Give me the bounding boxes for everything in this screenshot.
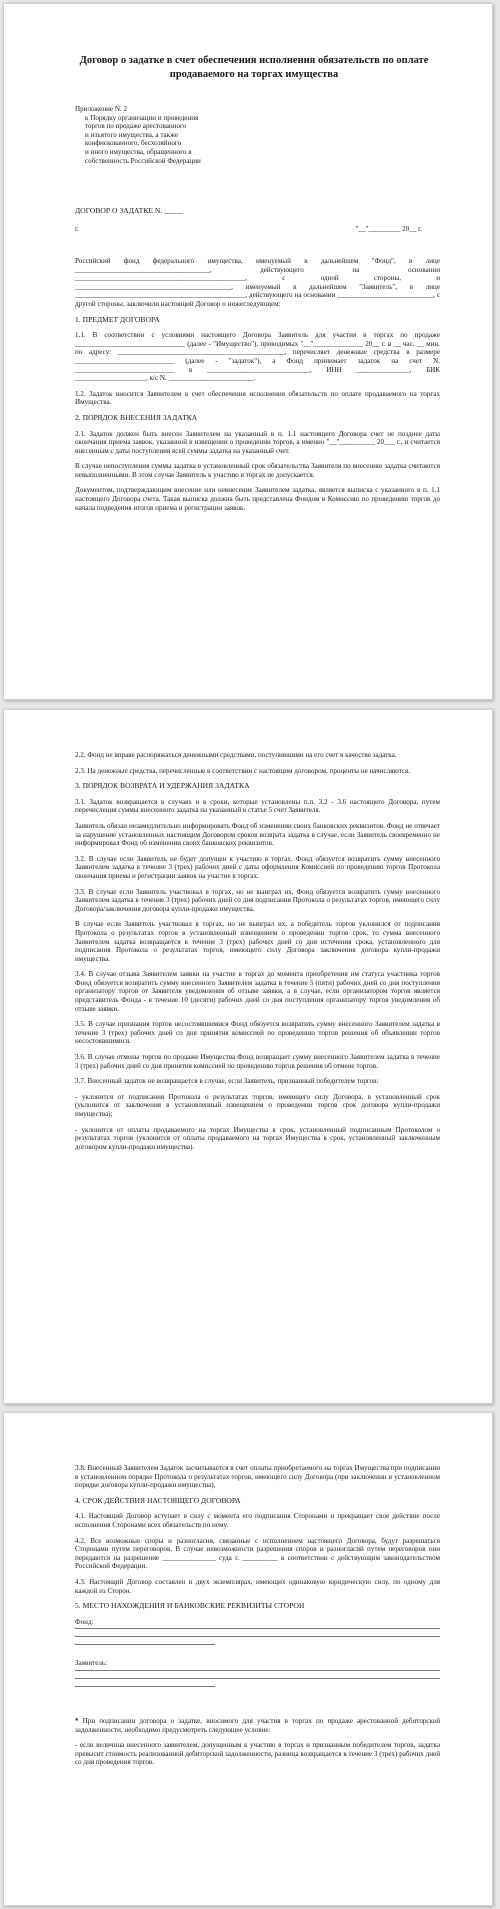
clause-list-item: - уклонится от подписания Протокола о результатах торгов, имеющего силу Договора, в установленный срок (уклонится от заключения в установленный извещением о проведении торгов срок договора купли-продажи имущества); [75, 1092, 440, 1118]
clause-list-item: - уклонится от оплаты продаваемого на торгах Имущества в срок, установленный подписанным Протоколом о результатах торгов (уклонится от оплаты продаваемого на торгах Имущества в срок, установленный заключенным договором купли-продажи имущества). [75, 1125, 440, 1151]
section-heading: 1. ПРЕДМЕТ ДОГОВОРА [75, 314, 160, 324]
clause-paragraph: 3.3. В случае если Заявитель участвовал в торгах, но не выиграл их, Фонд обязуется возвратить сумму внесенного Заявителем задатка в течение 3 (трех) рабочих дней со дня подписания Протокола о результатах торгов, имеющего силу Договора/заключения договора купли-продажи имущества. [75, 887, 440, 913]
signature-line [75, 1670, 440, 1671]
page-1-body [75, 257, 440, 519]
document-page-2 [3, 709, 493, 1404]
appendix-line: собственность Российской Федерации [85, 156, 201, 165]
clause-paragraph: 1.2. Задаток вносится Заявителем в счет обеспечения исполнения обязательств по оплате продаваемого на торгах Имущества. [75, 389, 440, 407]
signature-line [75, 1644, 215, 1645]
section-heading: 3. ПОРЯДОК ВОЗВРАТА И УДЕРЖАНИЯ ЗАДАТКА [75, 781, 250, 791]
signature-line [75, 1678, 440, 1679]
appendix-block [75, 105, 325, 165]
contract-number: ДОГОВОР О ЗАДАТКЕ N. _____ [75, 206, 184, 215]
appendix-number: Приложение N. 2 [75, 105, 128, 113]
clause-paragraph: 3.6. В случае отмены торгов по продаже Имущества Фонд возвращает сумму внесенного Заявителем задатка в течение 3 (трех) рабочих дней со дня принятия комиссией по проведению торгов решения об отмене торгов. [75, 1053, 440, 1070]
document-page-3 [3, 1412, 493, 1906]
fund-label: Фонд: [75, 1617, 94, 1626]
page-2-body [75, 751, 440, 1158]
footnote-marker: * [75, 1716, 79, 1725]
clause-paragraph: Заявитель обязан незамедлительно информировать Фонд об изменении своих банковских реквизитов. Фонд не отвечает за нарушение установленных настоящим Договором сроков возврата задатка в случае, если Заявитель своевременно не информировал Фонд об изменении своих банковских реквизитов. [75, 821, 440, 848]
clause-paragraph: 3.7. Внесенный задаток не возвращается в случае, если Заявитель, признанный победителем торгов: [75, 1077, 379, 1086]
clause-paragraph: В случае непоступления суммы задатка в установленный срок обязательства Заявителя по внесению задатка считаются невыполненными. В этом случае Заявитель к участию в торгах не допускается. [75, 462, 440, 479]
clause-paragraph: 2.3. На денежные средства, перечисленные в соответствии с настоящим договором, проценты не начисляются. [75, 766, 411, 775]
section-heading: 5. МЕСТО НАХОЖДЕНИЯ И БАНКОВСКИЕ РЕКВИЗИТЫ СТОРОН [75, 1601, 305, 1611]
clause-paragraph: 3.4. В случае отзыва Заявителем заявки на участие в торгах до момента приобретения им статуса участника торгов Фонд обязуется возвратить сумму внесенного Заявителем задатка в течение 5 (пяти) рабочих дней со дня поступления организатору торгов от Заявителя уведомления об отзыве заявки, а в случае, если организатором торгов является представитель Фонда - в течение 10 (десяти) рабочих дней со дня поступления организатору торгов уведомления об отзыве заявки. [75, 970, 440, 1013]
signature-line [75, 1628, 440, 1629]
preamble-paragraph: Российский фонд федерального имущества, именуемый в дальнейшем "Фонд", в лице ______________________________________, действующего на основании ________________________________________________, с одной стороны, и ____________________________________________, именуемый в дальнейшем "Заявитель", в лице ________________________________________________, действующего на основании ___________________________, с другой стороны, заключили настоящий Договор о нижеследующем: [75, 257, 440, 308]
clause-paragraph: 2.2. Фонд не вправе распоряжаться денежными средствами, поступившими на его счет в качестве задатка. [75, 751, 397, 759]
appendix-line: торгов по продаже арестованного [85, 122, 187, 131]
clause-paragraph: 2.1. Задаток должен быть внесен Заявителем на указанный в п. 1.1 настоящего Договора счет не позднее даты окончания приема заявок, указанной в извещении о проведении торгов, а именно "__"__________ 20___ г., и считается внесенным с даты поступления всей суммы задатка на указанный счет. [75, 429, 440, 455]
contract-date: "__"_________ 20__ г. [355, 225, 422, 233]
document-title: Договор о задатке в счет обеспечения исполнения обязательств по оплате продаваемого на торгах имущества [79, 55, 429, 80]
section-heading: 2. ПОРЯДОК ВНЕСЕНИЯ ЗАДАТКА [75, 412, 198, 422]
city-date-row [75, 225, 440, 233]
appendix-line: и иного имущества, обращенного в [85, 147, 192, 156]
document-page-1 [3, 3, 493, 700]
page-3-body [75, 1464, 440, 1774]
footnote-text: При подписании договора о задатке, вносимого для участия в торгах по продаже арестованной дебиторской задолженности, необходимо предусмотреть следующее условие: [75, 1716, 440, 1734]
appendix-line: конфискованного, бесхозяйного [85, 139, 182, 148]
appendix-line: к Порядку организации и проведения [85, 113, 199, 122]
clause-paragraph: 1.1. В соответствии с условиями настоящего Договора Заявитель для участия в торгах по продаже _______________________________ (далее - "Имущество"), проводимых "__"______________ 20__ г. в __ час. __ мин. по адресу: _______________________________________________, перечисляет денежные средства в размере ____________________________ (далее - "задаток"), а Фонд принимает задаток на счет N. ____________________________ в _____________________________, ИНН _______________, БИК ____________________, к/с N. ________________________. [75, 331, 440, 383]
city-label: г. [75, 225, 79, 233]
clause-paragraph: 4.3. Настоящий Договор составлен в двух экземплярах, имеющих одинаковую юридическую силу, по одному для каждой из Сторон. [75, 1577, 440, 1595]
clause-paragraph: 4.2. Все возможные споры и разногласия, связанные с исполнением настоящего Договора, будут разрешаться Сторонами путем переговоров. В случае невозможности разрешения споров и разногласий путем переговоров они передаются на разрешение _______________ суда г. __________ в соответствии с действующим законодательством Российской Федерации. [75, 1536, 440, 1571]
footnote-item: - если величина внесенного заявителем, допущенным к участию в торгах и признанным победителем торгов, задатка превысит стоимость реализованной дебиторской задолженности, разница возвращается в течение 3 (трех) рабочих дней со дня проведения торгов. [75, 1741, 440, 1767]
clause-paragraph: 3.5. В случае признания торгов несостоявшимися Фонд обязуется возвратить сумму внесенного Заявителем задатка в течение 3 (трех) рабочих дней со дня принятия комиссией по проведению торгов решения об объявлении торгов несостоявшимися. [75, 1020, 440, 1046]
clause-paragraph: В случае если Заявитель участвовал в торгах, но не выиграл их, а победитель торгов уклонился от подписания Протокола о результатах торгов в установленный извещением о проведении торгов срок, то сумма внесенного Заявителем задатка возвращается в течение 3 (трех) рабочих дней со дня истечения срока, установленного для подписания Протокола о результатах торгов, имеющего силу Договора заключения договора купли-продажи имущества. [75, 920, 440, 963]
signature-line [75, 1686, 215, 1687]
clause-paragraph: 3.1. Задаток возвращается в случаях и в сроки, которые установлены п.п. 3.2 - 3.6 настоящего Договора, путем перечисления суммы внесенного задатка на указанный в статье 5 счет Заявителя. [75, 797, 440, 815]
section-heading: 4. СРОК ДЕЙСТВИЯ НАСТОЯЩЕГО ДОГОВОРА [75, 1495, 241, 1505]
clause-paragraph: 3.8. Внесенный Заявителем Задаток засчитывается в счет оплаты приобретаемого на торгах Имущества при подписании в установленном порядке Протокола о результатах торгов, имеющего силу Договора (при заключении в установленном порядке договора купли-продажи имущества). [75, 1464, 440, 1490]
applicant-label: Заявитель: [75, 1659, 108, 1668]
clause-paragraph: Документом, подтверждающим внесение или невнесение Заявителем задатка, является выписка с указанного в п. 1.1 настоящего Договора счета. Такая выписка должна быть представлена Фондом в Комиссию по проведению торгов до начала подведения итогов приема и регистрации заявок. [75, 486, 440, 512]
signature-line [75, 1636, 440, 1637]
clause-paragraph: 3.2. В случае если Заявитель не будет допущен к участию в торгах, Фонд обязуется возвратить сумму внесенного Заявителем задатка в течение 3 (трех) рабочих дней с даты оформления Комиссией по проведению торгов Протокола окончания приема и регистрации заявок на участие в торгах. [75, 854, 440, 880]
footnote [75, 1717, 440, 1734]
clause-paragraph: 4.1. Настоящий Договор вступает в силу с момента его подписания Сторонами и прекращает свое действие после исполнения Сторонами всех обязательств по нему. [75, 1512, 440, 1529]
appendix-line: и изъятого имущества, а также [85, 130, 179, 139]
